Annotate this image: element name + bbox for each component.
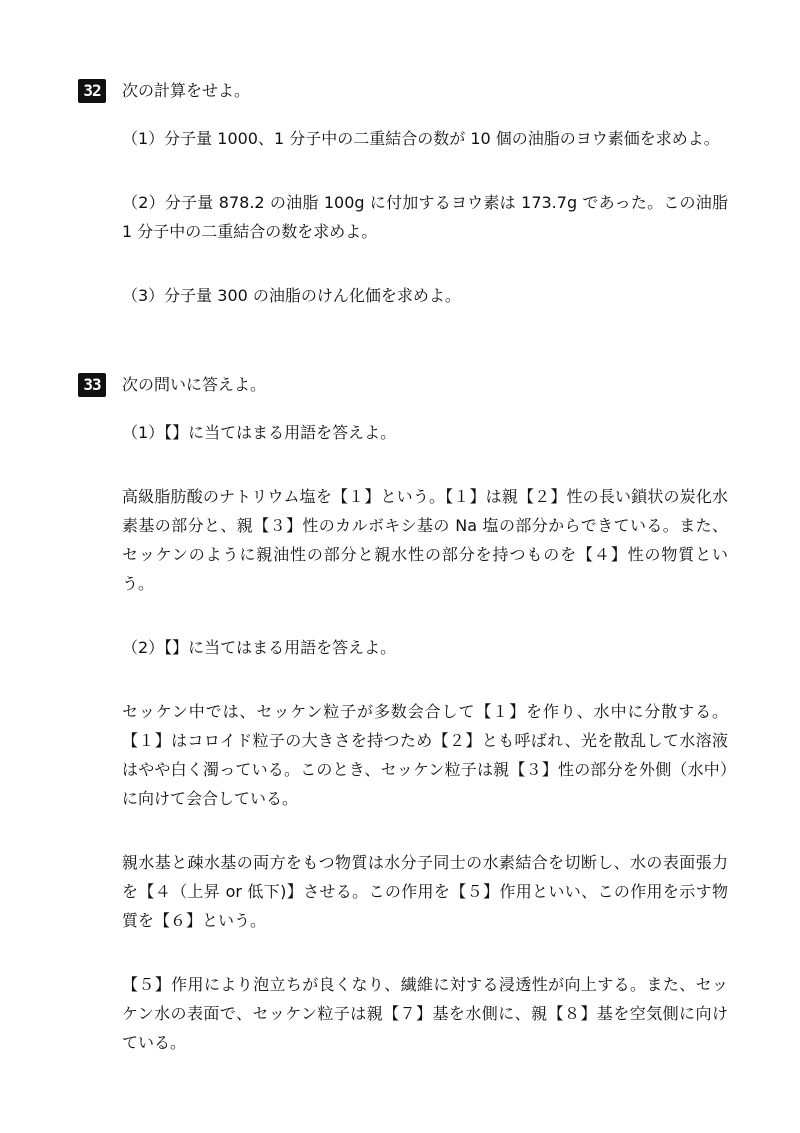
sub-question-1-text: 高級脂肪酸のナトリウム塩を【１】という。【１】は親【２】性の長い鎖状の炭化水素基の部分と、親【３】性のカルボキシ基の Na 塩の部分からできている。また、セッケンのように親油性の部分と親水性の部分を持つものを【４】性の物質という。 <box>122 487 728 593</box>
sub-question-2-heading: （2）【】に当てはまる用語を答えよ。 <box>122 638 397 657</box>
sub-question-3: （3）分子量 300 の油脂のけん化価を求めよ。 <box>122 286 461 305</box>
question-header <box>78 372 728 398</box>
question-32 <box>78 78 728 310</box>
question-header <box>78 78 728 104</box>
sub-question-1: （1）分子量 1000、1 分子中の二重結合の数が 10 個の油脂のヨウ素価を求めよ。 <box>122 129 720 148</box>
question-title: 次の計算をせよ。 <box>122 81 251 100</box>
question-number-badge: 33 <box>78 373 106 397</box>
sub-question-1-heading: （1）【】に当てはまる用語を答えよ。 <box>122 423 397 442</box>
sub-question-2-text-3: 【５】作用により泡立ちが良くなり、繊維に対する浸透性が向上する。また、セッケン水の表面で、セッケン粒子は親【７】基を水側に、親【８】基を空気側に向けている。 <box>122 975 728 1052</box>
sub-question-2-text-2: 親水基と疎水基の両方をもつ物質は水分子同士の水素結合を切断し、水の表面張力を【４（上昇 or 低下)】させる。この作用を【５】作用といい、この作用を示す物質を【６】という。 <box>122 853 728 930</box>
sub-question-2: （2）分子量 878.2 の油脂 100g に付加するヨウ素は 173.7g であった。この油脂 1 分子中の二重結合の数を求めよ。 <box>122 193 728 241</box>
question-33 <box>78 372 728 1057</box>
sub-question-2-text-1: セッケン中では、セッケン粒子が多数会合して【１】を作り、水中に分散する。【１】はコロイド粒子の大きさを持つため【２】とも呼ばれ、光を散乱して水溶液はやや白く濁っている。このとき、セッケン粒子は親【３】性の部分を外側（水中）に向けて会合している。 <box>122 702 728 808</box>
question-title: 次の問いに答えよ。 <box>122 375 267 394</box>
question-number-badge: 32 <box>78 79 106 103</box>
